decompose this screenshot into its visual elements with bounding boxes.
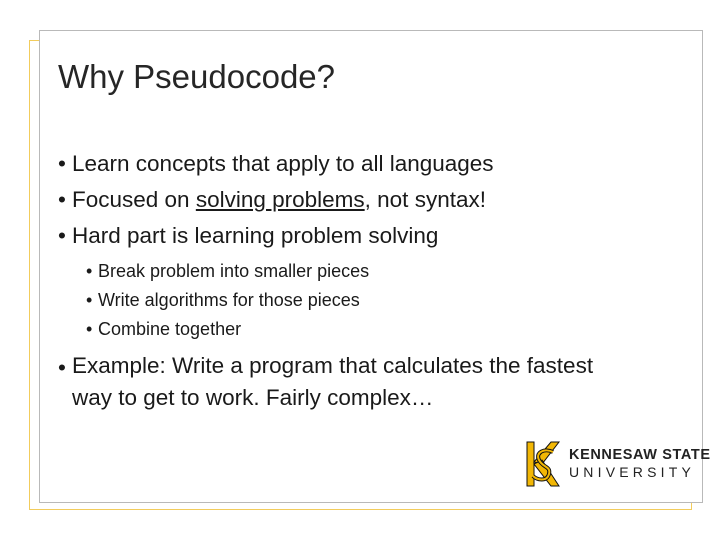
- ksu-emblem-icon: [525, 438, 561, 490]
- sub-bullet-item: [58, 257, 678, 286]
- bullet-item: [58, 182, 678, 218]
- university-logo: [525, 436, 711, 492]
- bullet-icon: •: [86, 319, 93, 339]
- bullet-text: Example: Write a program that calculates the fastest way to get to work. Fairly complex…: [72, 353, 594, 410]
- bullet-text: Learn concepts that apply to all languages: [72, 151, 494, 176]
- sub-bullet-item: [58, 315, 678, 344]
- bullet-item: [58, 350, 678, 414]
- bullet-icon: •: [86, 290, 93, 310]
- bullet-text: Hard part is learning problem solving: [72, 223, 439, 248]
- bullet-icon: •: [58, 355, 66, 380]
- logo-line-1: KENNESAW STATE: [569, 447, 711, 463]
- bullet-text: [72, 182, 486, 218]
- bullet-text-pre: Focused on: [72, 187, 196, 212]
- underlined-phrase: solving problems: [195, 187, 365, 212]
- sub-bullet-text: Break problem into smaller pieces: [98, 261, 370, 281]
- sub-bullet-list: [58, 254, 678, 350]
- sub-bullet-text: Write algorithms for those pieces: [98, 290, 360, 310]
- sub-bullet-item: [58, 286, 678, 315]
- bullet-item: [58, 218, 678, 254]
- slide-title: Why Pseudocode?: [58, 58, 336, 95]
- bullet-item: [58, 146, 678, 182]
- logo-wordmark: [569, 447, 711, 481]
- logo-line-2: UNIVERSITY: [569, 464, 696, 480]
- bullet-icon: •: [58, 151, 66, 176]
- sub-bullet-text: Combine together: [98, 319, 242, 339]
- bullet-icon: •: [86, 261, 93, 281]
- bullet-icon: •: [58, 223, 66, 248]
- bullet-icon: •: [58, 187, 66, 212]
- bullet-list: [58, 146, 678, 414]
- bullet-text-post: , not syntax!: [364, 187, 486, 212]
